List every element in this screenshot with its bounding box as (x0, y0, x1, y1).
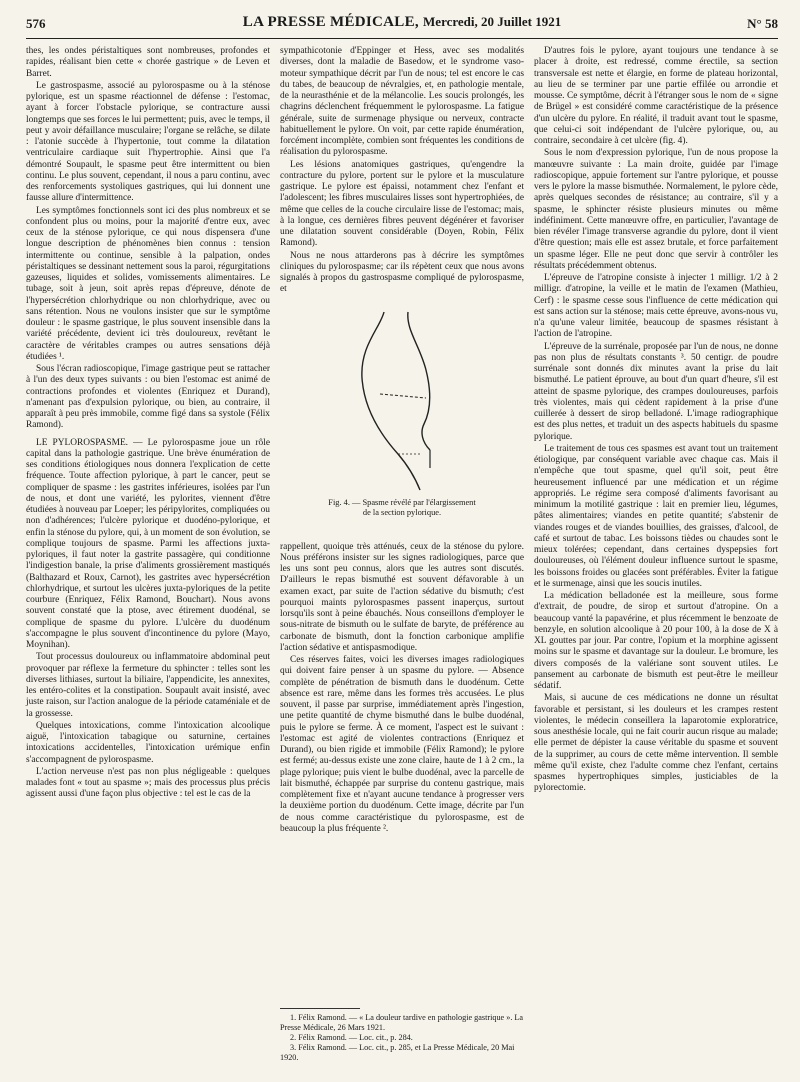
paragraph: Mais, si aucune de ces médications ne donne un résultat favorable et persistant, si les douleurs et les crampes restent violentes, le médecin conseillera la laparotomie exploratrice, sous anesthésie locale, qui ne fait courir aucun risque au malade; elle permet de dépister la cause véritable du spasme et souvent de la supprimer, au cours de cette même intervention. Il semble même qu'il existe, chez l'adulte comme chez l'enfant, certains spasmes hypertrophiques simples, justiciables de la pylorectomie. (534, 693, 778, 794)
caption-line: Fig. 4. — Spasme révélé par l'élargissement (328, 497, 476, 507)
paragraph: Sous le nom d'expression pylorique, l'un de nous propose la manœuvre suivante : La main droite, guidée par l'image radioscopique, appuie fortement sur l'antre pylorique, et pousse vers le pylore la masse bismuthée. Normalement, le pylore cède, après quelques secondes de résistance; au contraire, s'il y a spasme, le sphincter résiste plusieurs minutes ou même indéfiniment. Cette manœuvre offre, en particulier, l'avantage de bien révéler l'image transverse agrandie du pylore, dont il vient d'être question; mais elle est assez brutale, et force parfaitement un spasme léger. Elle ne peut donc que servir à contrôler les résultats précédemment obtenus. (534, 148, 778, 271)
paragraph: Ces réserves faites, voici les diverses images radiologiques qui doivent faire penser à un spasme du pylore. — Absence complète de pénétration de bismuth dans le duodénum. Cette absence est rare, même dans les formes très accusées. Le plus souvent, il passe par surprise, immédiatement après l'ingestion, une petite quantité de chyme bismuthé dans le bulbe duodénal, puis le pylore se ferme. À ce moment, l'aspect est le suivant : l'estomac est agité de violentes contractions (Enriquez et Durand), ou bien rigide et immobile (Félix Ramond); le pylore est fermé; au-dessus existe une zone claire, haute de 1 à 2 cm., la plage pylorique; puis vient le bulbe duodénal, avec la parcelle de lait bismuthé, échappée par surprise du contenu gastrique, mais complètement fixe et n'ayant aucune tendance à progresser vers la deuxième portion du duodénum. Cette image, décrite par l'un de nous comme caractéristique du pylorospasme, est de beaucoup la plus fréquente ². (280, 655, 524, 834)
paragraph: L'épreuve de l'atropine consiste à injecter 1 milligr. 1/2 à 2 milligr. d'atropine, la veille et le matin de l'examen (Mathieu, Cerf) : le spasme cesse sous l'influence de cette médication qui est sans action sur la sténose; mais cette épreuve, avons-nous vu, n'a qu'une valeur limitée, beaucoup de spasmes résistant à l'action de l'atropine. (534, 273, 778, 340)
paragraph: thes, les ondes péristaltiques sont nombreuses, profondes et rapides, réalisant bien cette « chorée gastrique » de Leven et Barret. (26, 46, 270, 79)
paragraph: Quelques intoxications, comme l'intoxication alcoolique aiguë, l'intoxication tabagique ou saturnine, certaines intoxications accidentelles, l'intoxication urémique enfin s'accompagnent de pylorospasme. (26, 720, 270, 765)
paragraph: La médication belladonée est la meilleure, sous forme d'extrait, de poudre, de sirop et surtout d'atropine. On a beaucoup vanté la papavérine, et plus récemment le benzoate de benzyle, en solution alcoolique à 20 pour 100, à la dose de X à XL gouttes par jour. Par contre, l'opium et la morphine agissent moins sur le spasme et davantage sur la douleur. Le bromure, les divers composés de la valériane sont souvent utiles. Le pansement au carbonate de bismuth est peut-être le meilleur sédatif. (534, 591, 778, 691)
paragraph: Tout processus douloureux ou inflammatoire abdominal peut provoquer par réflexe la fermeture du sphincter : telles sont les diverses lithiases, surtout la biliaire, l'appendicite, les annexites, les entéro-colites et la constipation. Soupault avait insisté, avec juste raison, sur l'action analogue de la période cataméniale et de la grossesse. (26, 652, 270, 719)
stomach-radiograph-drawing (346, 308, 456, 493)
figure-caption (280, 498, 524, 518)
issue-number: N° 58 (747, 16, 778, 31)
paragraph: Sous l'écran radioscopique, l'image gastrique peut se rattacher à l'un des deux types suivants : ou bien l'estomac est animé de contractions profondes et violentes (Enriquez et Durand), n'amenant pas d'expulsion pylorique, ou bien, au contraire, il apparaît à peu près immobile, comme figé dans sa systole (Félix Ramond). (26, 364, 270, 431)
journal-name: LA PRESSE MÉDICALE, (242, 14, 419, 30)
page-header (26, 14, 778, 36)
paragraph: D'autres fois le pylore, ayant toujours une tendance à se placer à droite, est redressé, comme érectile, sa section transversale est nette et élargie, en forme de plateau horizontal, au lieu de se terminer par une partie effilée ou arrondie et mousse. Ce symptôme, décrit à l'étranger sous le nom de « signe de Brügel » est considéré comme caractéristique de la présence d'un ulcère du pylore. En réalité, il traduit avant tout le spasme, que celui-ci soit indépendant de l'ulcère pylorique, ou, au contraire, secondaire à cet ulcère (fig. 4). (534, 46, 778, 146)
running-title (26, 14, 778, 31)
paragraph: sympathicotonie d'Eppinger et Hess, avec ses modalités diverses, dont la maladie de Basedow, et le syndrome vaso-moteur sympathique décrit par l'un de nous; tel est encore le cas du tabes, de beaucoup de névralgies, et, en pathologie mentale, de la neurasthénie et de la mélancolie. Les soucis prolongés, les chagrins déclenchent fréquemment le pylorospasme. La fatigue générale, suite de surmenage physique ou nerveux, contracte habituellement le pylore. On voit, par cette rapide énumération, forcément incomplète, combien sont fréquentes les conditions de réalisation du pylorospasme. (280, 46, 524, 158)
page-number: 576 (26, 16, 46, 31)
paragraph: Les lésions anatomiques gastriques, qu'engendre la contracture du pylore, portent sur le pylore et la musculature gastrique. Le pylore est épaissi, notamment chez l'enfant et l'adolescent; les fibres musculaires lisses sont hypertrophiées, de même que celles de la couche circulaire lisse de l'estomac; mais, à la longue, ces dernières fibres peuvent dégénérer et favoriser une dilatation souvent considérable (Doyen, Robin, Félix Ramond). (280, 159, 524, 249)
footnotes (280, 1008, 524, 1063)
paragraph: Le traitement de tous ces spasmes est avant tout un traitement étiologique, par conséquent variable avec chaque cas. Mais il n'empêche que tout spasme, quel qu'il soit, peut être heureusement influencé par une médication et un régime appropriés. Le régime sera composé d'aliments favorisant au minimum la motilité gastrique : lait en premier lieu, légumes, pâtes alimentaires; viandes en petite quantité; s'abstenir de viandes rouges et de viandes bouillies, des graisses, d'alcool, de café et surtout de tabac. Les boissons tièdes ou chaudes sont le mieux tolérées; cependant, dans certaines dyspepsies fort douloureuses, où l'élément douleur influence surtout le spasme, les boissons froides ou glacées sont préférables. Éviter la fatigue et le surmenage, ainsi que les soucis inutiles. (534, 443, 778, 589)
column-2 (280, 46, 524, 836)
footnote: 3. Félix Ramond. — Loc. cit., p. 285, et La Presse Médicale, 20 Mai 1920. (280, 1043, 515, 1062)
paragraph: Les symptômes fonctionnels sont ici des plus nombreux et se confondent plus ou moins, pour la majorité d'entre eux, avec ceux de la sténose pylorique, ce qui nous dispensera d'une longue description de phénomènes bien connus : tension intermittente ou continue, sensible à la palpation, ondes péristaltiques se dessinant nettement sous la paroi, régurgitations gazeuses, liquides et solides, vomissements alimentaires. Le tubage, soit à jeun, soit après repas d'épreuve, dénote de l'hypersécrétion chlorhydrique ou non chlorhydrique, avec ou sans rétention. Nous ne voulons insister que sur le symptôme douleur : le spasme gastrique, le plus souvent insensible dans la variété précédente, devient ici très douloureux, revêtant le caractère de véritables crampes ou autres sensations déjà étudiées ¹. (26, 205, 270, 362)
column-3 (534, 46, 778, 796)
paragraph: Le gastrospasme, associé au pylorospasme ou à la sténose pylorique, est un spasme réactionnel de défense : l'estomac, ayant à forcer l'obstacle pylorique, se contracture aussi longtemps que ses forces le lui permettent; puis, avec le temps, il peut y avoir défaillance musculaire; l'organe se relâche, se dilate : l'atonie succède à l'hypertonie, tout comme la dilatation ventriculaire cardiaque suit l'hypertrophie. Ainsi que l'a démontré Soupault, le spasme peut être intermittent ou bien continu. Le plus souvent, cependant, il nous a paru continu, avec des renforcements systoliques gastriques, qui lui donnent une fausse allure d'intermittence. (26, 80, 270, 204)
header-rule (26, 38, 778, 39)
paragraph: L'action nerveuse n'est pas non plus négligeable : quelques malades font « tout au spasme »; mais des processus plus précis agissent aussi d'une façon plus objective : tel est le cas de la (26, 766, 270, 800)
footnote: 1. Félix Ramond. — « La douleur tardive en pathologie gastrique ». La Presse Médicale, 26 Mars 1921. (280, 1013, 524, 1032)
issue-date: Mercredi, 20 Juillet 1921 (423, 14, 562, 29)
column-1 (26, 46, 270, 802)
paragraph: L'épreuve de la surrénale, proposée par l'un de nous, ne donne pas non plus de résultats constants ³. 50 centigr. de poudre surrénale sont donnés dix minutes avant la prise du lait bismuthé. Le patient éprouve, au bout d'un quart d'heure, s'il est atteint de spasme pylorique, des crampes douloureuses, parfois très violentes, mais qui cèdent rapidement à la prise d'une cuillerée à dessert de sirop belladoné. L'image radiographique est des plus nettes, et traduit un des aspects habituels du spasme pylorique. (534, 341, 778, 442)
footnote-rule (280, 1008, 360, 1009)
caption-line: de la section pylorique. (362, 507, 442, 517)
footnote: 2. Félix Ramond. — Loc. cit., p. 284. (290, 1033, 413, 1042)
paragraph: LE PYLOROSPASME. — Le pylorospasme joue un rôle capital dans la pathologie gastrique. Une brève énumération de ses conditions étiologiques nous donnera l'explication de cette fréquence. Toute affection pylorique, à part le cancer, peut se compliquer de spasme : les gastrites inférieures, isolées par l'un de nous, et dont une variété, les pylorites, viennent d'être étudiées à nouveau par Loeper; les péripylorites, compliquées ou non d'adhérences; l'ulcère pylorique et duodéno-pylorique, et enfin la sténose du pylore, qui, à un moment de son évolution, se complique toujours de spasme. Parmi les affections juxta-pyloriques, il faut noter la gastrite passagère, qui conditionne l'indigestion banale, la prise d'aliments grossièrement mastiqués (Balthazard et Roux, Carnot), les gastrites avec hypersécrétion chlorhydrique, et surtout les ulcères juxta-pyloriques de la petite courbure (Enriquez, Félix Ramond, Bouchart). Nous avons souvent constaté que la ptose, avec étirement duodénal, se complique de spasme du pylore. L'ulcère du duodénum s'accompagne le plus souvent d'incontinence du pylore (Mayo, Moynihan). (26, 437, 270, 650)
figure-4 (280, 302, 524, 538)
paragraph: rappellent, quoique très atténués, ceux de la sténose du pylore. Nous préférons insister sur les signes radiologiques, parce que les uns sont peu connus, alors que les autres sont discutés. D'ailleurs le repas bismuthé est souvent défavorable à un examen exact, par suite de l'action sédative du bismuth; c'est pourquoi maints pylorospasmes passent inaperçus, surtout lorsqu'ils sont à peine ébauchés. Nous conseillons d'employer le sous-nitrate de bismuth ou le sulfate de baryte, de préférence au carbonate de bismuth, dont la fonction carbonique amplifie l'action sédative et antispasmodique. (280, 541, 524, 653)
paragraph: Nous ne nous attarderons pas à décrire les symptômes cliniques du pylorospasme; car ils répètent ceux que nous avons signalés à propos du gastrospasme compliqué de pylorospasme, et (280, 250, 524, 295)
